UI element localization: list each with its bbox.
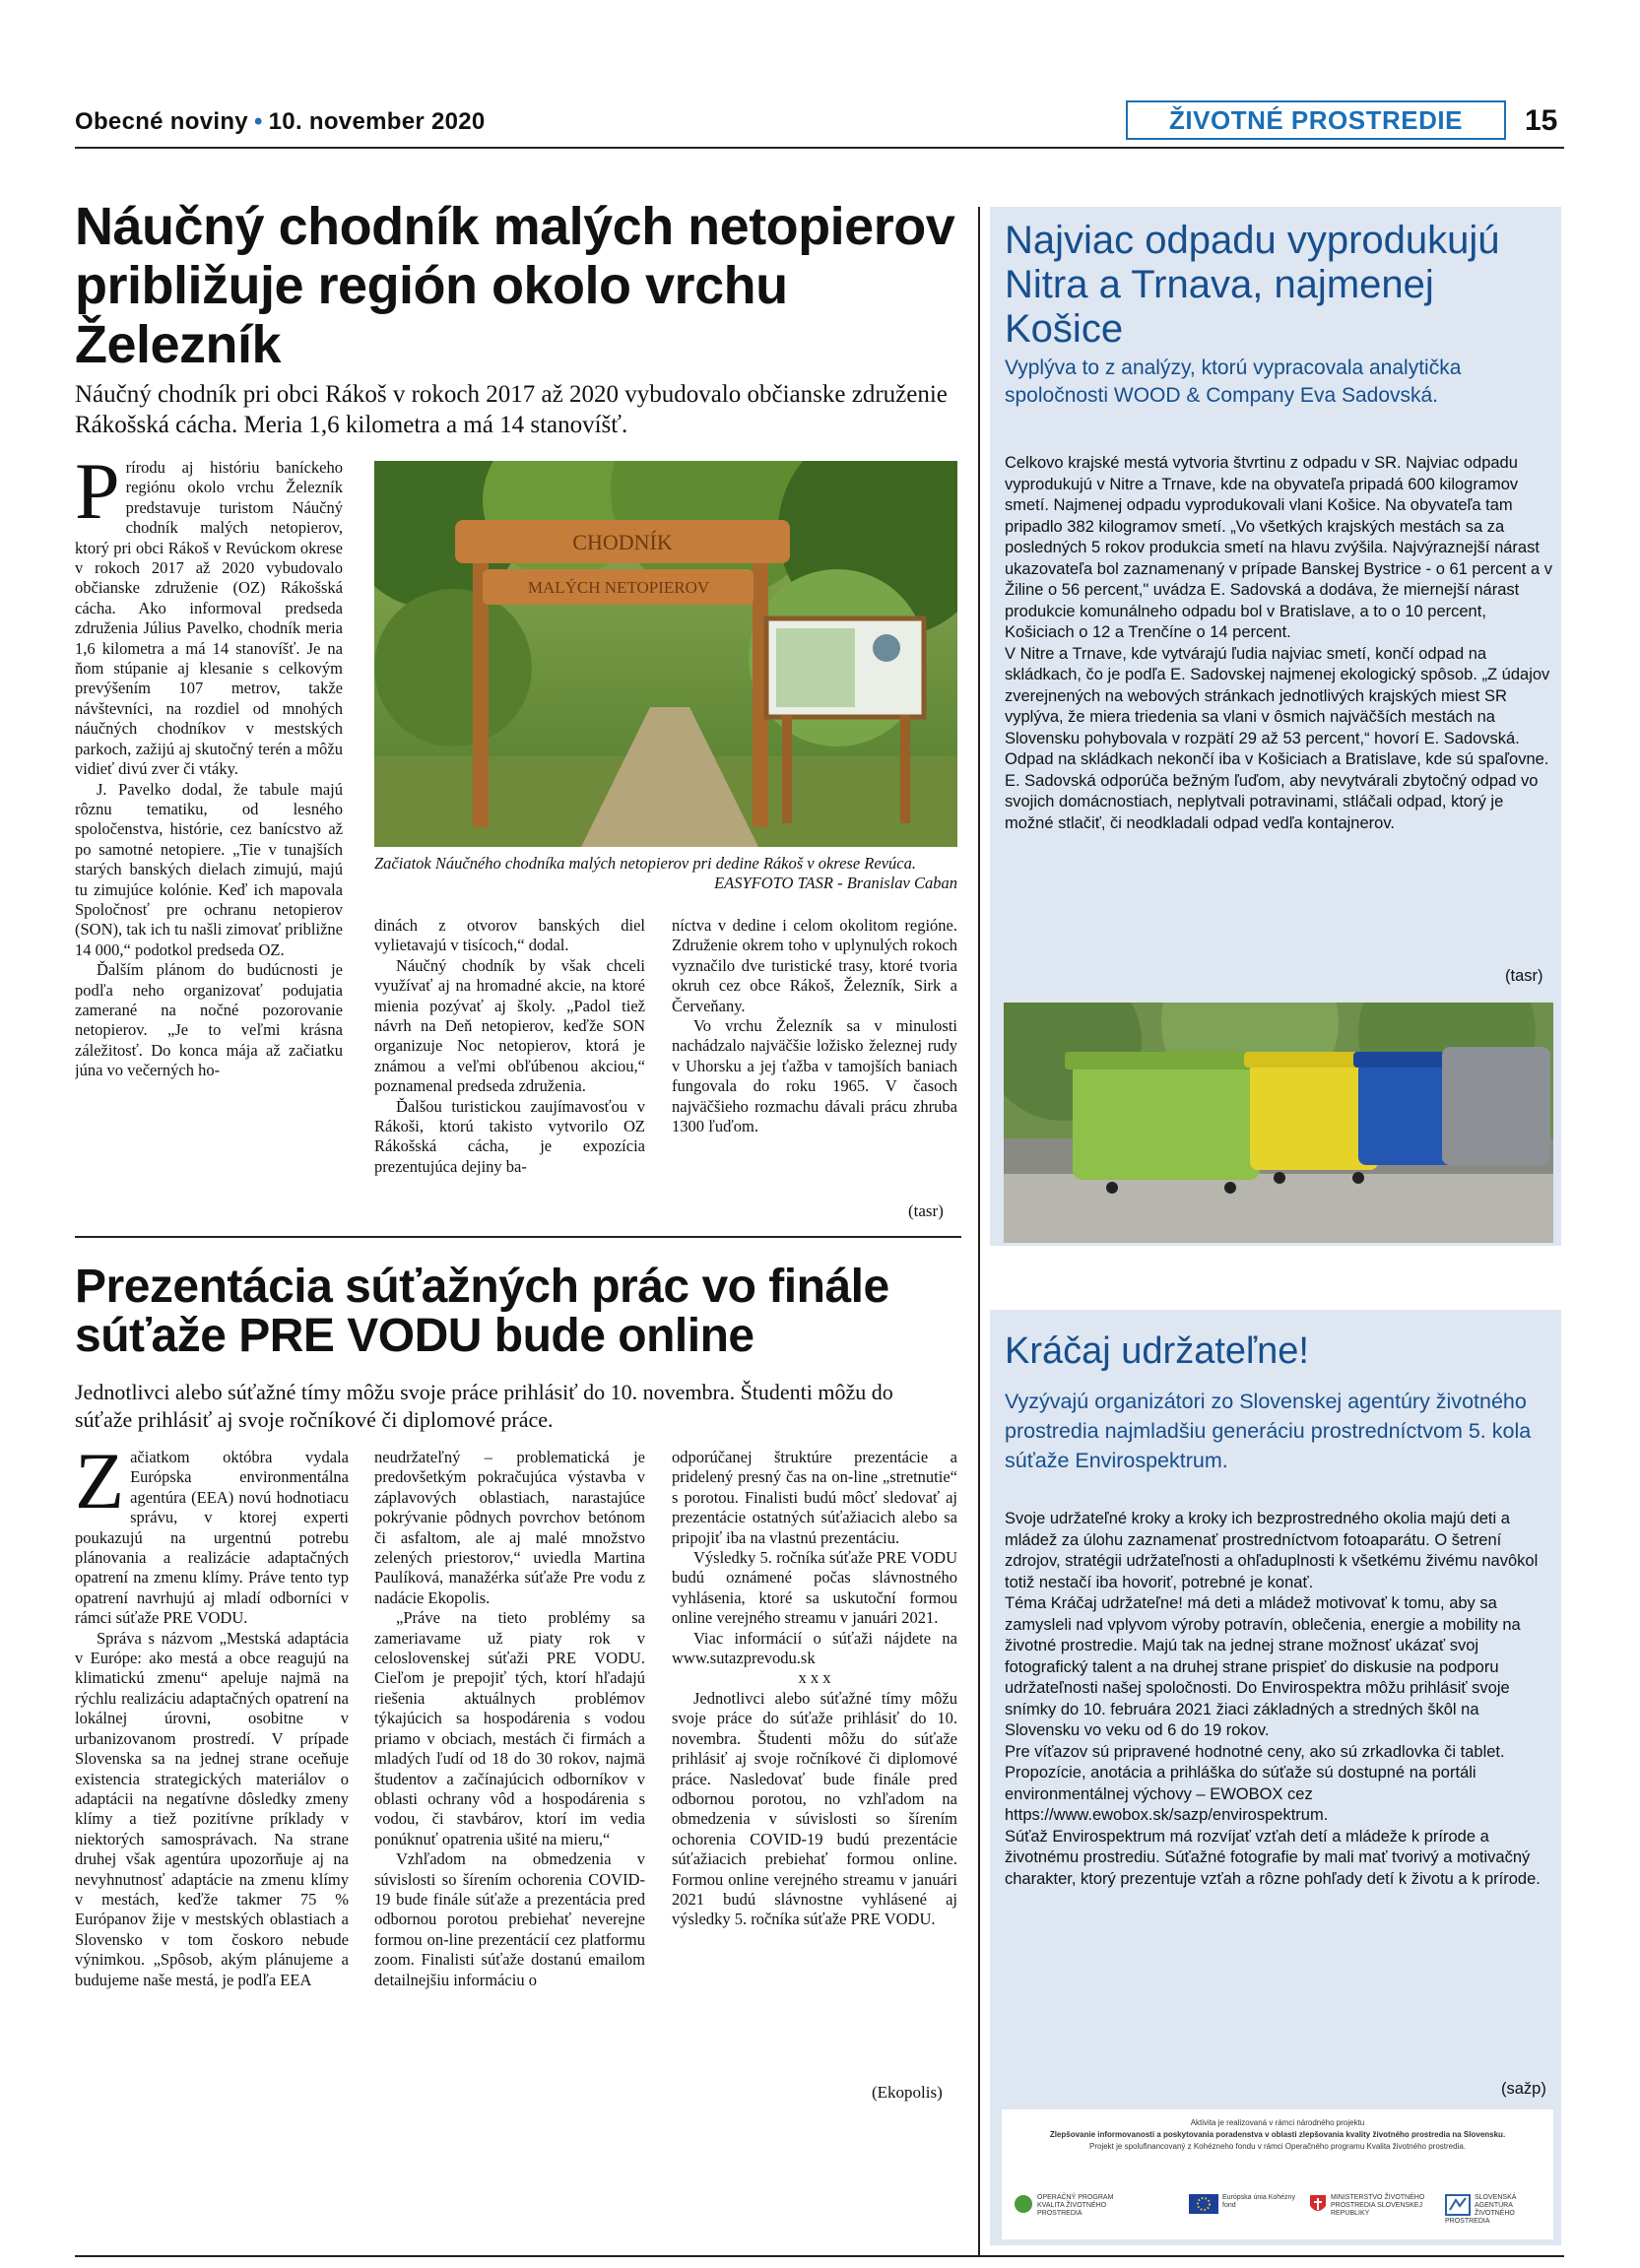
- article2-paragraph: Výsledky 5. ročníka súťaže PRE VODU budú oznámené počas slávnostného vyhlásenia, ktoré sa uskutoční formou online verejného streamu v januári 2021.: [672, 1548, 957, 1628]
- strip-line-1: Aktivita je realizovaná v rámci národného projektu: [1190, 2118, 1365, 2127]
- column-rule: [978, 207, 980, 2255]
- article1-paragraph: rírodu aj históriu baníckeho regiónu okolo vrchu Železník predstavuje turistom Náučný chodník malých netopierov, ktorý pri obci Rákoš v Revúckom okrese v rokoch 2017 až 2020 vybudovalo občianske združenie (OZ) Rákošská cácha. Ako informoval predseda združenia Július Pavelko, chodník meria 1,6 kilometra a má 14 stanovíšť. Je na ňom stúpanie aj klesanie s celkovým prevýšením 107 metrov, takže návštevníci, na rozdiel od mnohých náučných chodníkov v mestských parkoch, zažijú aj skutočný terén a môžu vidieť divú zver či vtáky.: [75, 458, 343, 779]
- issue-date: 10. november 2020: [268, 108, 486, 135]
- box2-paragraph: Svoje udržateľné kroky a kroky ich bezprostredného okolia majú deti a mládež za úlohu zaznamenať prostredníctvom fotoaparátu. O šetrení zdrojov, stratégii udržateľnosti a ohľaduplnosti k všetkému živému navôkol totiž nestačí iba hovoriť, potrebné je konať.: [1005, 1510, 1539, 1591]
- box1-paragraph: V Nitre a Trnave, kde vytvárajú ľudia najviac smetí, končí odpad na skládkach, čo je podľa E. Sadovskej najmenej ekologický spôsob. „Z údajov zverejnených na webových stránkach jednotlivých krajských miest SR vyplýva, že miera triedenia sa vlani v ôsmich najväčších mestách na Slovensku pohybovala v rozpätí 29 až 53 percent,“ hovorí E. Sadovská. Odpad na skládkach nekončí iba v Košiciach a Bratislave, kde sú spaľovne.: [1005, 644, 1550, 768]
- eu-logo: [1189, 2194, 1297, 2222]
- ministry-logo: [1309, 2194, 1427, 2222]
- article2-paragraph: Jednotlivci alebo súťažné tímy môžu svoje práce do súťaže prihlásiť do 10. novembra. Študenti môžu do súťaže prihlásiť aj svoje ročníkové či diplomové práce. Nasledovať bude finále pred odbornou porotou, no vzhľadom na obmedzenia v súvislosti so šírením ochorenia COVID-19 budú prezentácie súťažiacich prebiehať formou online. Formou online verejného streamu v januári 2021 budú slávnostne vyhlásené aj výsledky 5. ročníka súťaže PRE VODU.: [672, 1688, 957, 1929]
- op-kzp-logo: [1014, 2194, 1142, 2222]
- article2-paragraph: odporúčanej štruktúre prezentácie a pridelený presný čas na on-line „stretnutie“ s porotou. Finalisti budú môcť sledovať aj prezentácie ostatných súťažiacich alebo sa pripojiť iba na vlastnú prezentáciu.: [672, 1448, 957, 1547]
- article1-paragraph: Náučný chodník by však chceli využívať aj na hromadné akcie, na ktoré mienia pozývať aj školy. „Padol tiež návrh na Deň netopierov, keďže SON organizuje Noc netopierov, ktorá je známou a veľmi obľúbenou akciou,“ poznamenal predseda združenia.: [374, 955, 645, 1096]
- box1-paragraph: Celkovo krajské mestá vytvoria štvrtinu z odpadu v SR. Najviac odpadu vyprodukujú v Nitre a Trnave, kde na obyvateľa pripadá 600 kilogramov smetí. Najmenej odpadu vyprodukovali vlani Košice. Na obyvateľa tam pripadlo 382 kilogramov smetí. „Vo všetkých krajských mestách sa za posledných 5 rokov produkcia smetí na hlavu zvýšila. Najvýraznejší nárast ukazovateľa bol zaznamenaný v prípade Banskej Bystrice - o 61 percent a v Žiline o 56 percent," uvádza E. Sadovská a dodáva, že miernejší nárast produkcie komunálneho odpadu bol v Bratislave, a to o 10 percent, Košiciach o 12 a Trenčíne o 14 percent.: [1005, 454, 1553, 641]
- drop-cap: Z: [75, 1448, 125, 1525]
- article2-paragraph: Viac informácií o súťaži nájdete na www.sutazprevodu.sk: [672, 1628, 957, 1668]
- logo-text: Európska únia Kohézny fond: [1222, 2194, 1295, 2209]
- section-label: ŽIVOTNÉ PROSTREDIE: [1126, 100, 1506, 140]
- logo-text: MINISTERSTVO ŽIVOTNÉHO PROSTREDIA SLOVENSKEJ REPUBLIKY: [1331, 2194, 1425, 2217]
- article2-column-1: [75, 1448, 349, 2098]
- trail-photo: [374, 461, 957, 847]
- box2-signature: (sažp): [1501, 2080, 1546, 2098]
- box2-paragraph: Téma Kráčaj udržateľne! má deti a mládež motivovať k tomu, aby sa zamysleli nad vplyvom výroby potravín, oblečenia, energie a mobility na životné prostredie. Majú tak na jednej strane možnosť ukázať svoj fotografický talent a na druhej strane prispieť do diskusie na podporu udržateľnosti našej spoločnosti. Do Envirospektra môžu prihlásiť svoje snímky do 10. februára 2021 žiaci základných a stredných škôl na Slovensku vo veku od 6 do 19 rokov.: [1005, 1594, 1521, 1739]
- article2-title: Prezentácia súťažných prác vo finále súťaže PRE VODU bude online: [75, 1261, 889, 1362]
- article1-column-2: [374, 916, 645, 1216]
- box2-paragraph: Pre víťazov sú pripravené hodnotné ceny, ako sú zrkadlovka či tablet. Propozície, anotácia a prihláška do súťaže sú dostupné na portáli environmentálnej výchovy – EWOBOX cez https://www.ewobox.sk/sazp/envirospektrum.: [1005, 1742, 1505, 1824]
- article1-paragraph: níctva v dedine i celom okolitom regióne. Združenie okrem toho v uplynulých rokoch vyznačilo dve turistické trasy, ktoré tvoria okruh cez obce Rákoš, Železník, Sirk a Červeňany.: [672, 916, 957, 1015]
- article2-paragraph: Správa s názvom „Mestská adaptácia v Európe: ako mestá a obce reagujú na klimatickú zmenu“ apeluje najmä na rýchlu realizáciu adaptačných opatrení na lokálnej úrovni, osobitne v urbanizovanom prostredí. V prípade Slovenska sa na jednej strane oceňuje existencia strategických materiálov o adaptácii na negatívne dôsledky zmeny klímy a tiež pozitívne príklady v niektorých samosprávach. Na strane druhej však agentúra upozorňuje aj na nevyhnutnosť adaptácie na zmenu klímy v mestách, keďže takmer 75 % Európanov žije v mestských oblastiach a Slovensko v tom čoskoro nebude výnimkou. „Spôsob, akým plánujeme a budujeme naše mestá, je podľa EEA: [75, 1628, 349, 1989]
- article2-signature: (Ekopolis): [872, 2083, 943, 2102]
- paper-name: Obecné noviny: [75, 108, 248, 135]
- article1-title: Náučný chodník malých netopierov približuje región okolo vrchu Železník: [75, 197, 955, 374]
- logo-text: SLOVENSKÁ AGENTÚRA ŽIVOTNÉHO PROSTREDIA: [1445, 2194, 1517, 2225]
- page-header: [75, 108, 486, 136]
- page-number: 15: [1525, 104, 1558, 137]
- sign-bottom-text: MALÝCH NETOPIEROV: [527, 578, 710, 597]
- box2-paragraph: Súťaž Envirospektrum má rozvíjať vzťah detí a mládeže k prírode a životnému prostrediu. Súťažné fotografie by mali mať tvorivý a motivačný charakter, ktorý prezentuje vzťah a rôzne pohľady detí k životu a k prírode.: [1005, 1827, 1541, 1888]
- funding-logo-strip: [1002, 2109, 1553, 2239]
- sazp-logo: [1445, 2194, 1543, 2225]
- box1-title: Najviac odpadu vyprodukujú Nitra a Trnava, najmenej Košice: [1005, 219, 1500, 351]
- box1-paragraph: E. Sadovská odporúča bežným ľuďom, aby nevytvárali zbytočný odpad vo svojich domácnostiach, neplytvali potravinami, stláčali odpad, ktorý je možné stlačiť, či neodkladali odpad vedľa kontajnerov.: [1005, 771, 1539, 832]
- article2-paragraph: „Práve na tieto problémy sa zameriavame už piaty rok v celoslovenskej súťaži PRE VODU. Cieľom je prepojiť tých, ktorí hľadajú riešenia aktuálnych problémov týkajúcich sa hospodárenia s vodou priamo v obciach, mestách či firmách a mladých ľudí od 18 do 30 rokov, najmä študentov a začínajúcich odborníkov v oblasti ochrany vôd a hospodárenia s vodou, či stavbárov, ktorí im vedia ponúknuť opatrenia ušité na mieru,“: [374, 1608, 645, 1848]
- article1-paragraph: Vo vrchu Železník sa v minulosti nachádzalo najväčšie ložisko železnej rudy v Uhorsku a jej ťažba v tamojších baniach fungovala do roku 1965. V časoch najväčšieho rozmachu dávali prácu zhruba 1300 ľuďom.: [672, 1016, 957, 1136]
- strip-line-3: Projekt je spolufinancovaný z Kohézneho fondu v rámci Operačného programu Kvalita životného prostredia.: [1089, 2142, 1466, 2151]
- separator-dot: •: [253, 108, 263, 135]
- article1-lead: Náučný chodník pri obci Rákoš v rokoch 2017 až 2020 vybudovalo občianske združenie Rákošská cácha. Meria 1,6 kilometra a má 14 stanovíšť.: [75, 381, 948, 438]
- article2-paragraph: ačiatkom októbra vydala Európska environmentálna agentúra (EEA) novú hodnotiacu správu, v ktorej experti poukazujú na urgentnú potrebu plánovania a realizácie adaptačných opatrení na zmenu klímy. Práve tento typ opatrení navrhujú aj mladí odborníci v rámci súťaže PRE VODU.: [75, 1448, 349, 1628]
- article2-lead: Jednotlivci alebo súťažné tímy môžu svoje práce prihlásiť do 10. novembra. Študenti môžu do súťaže prihlásiť aj svoje ročníkové či diplomové práce.: [75, 1380, 893, 1432]
- article1-signature: (tasr): [908, 1201, 944, 1220]
- header-rule: [75, 147, 1564, 149]
- containers-photo: [1004, 1003, 1553, 1243]
- article1-paragraph: Ďalším plánom do budúcnosti je podľa neho organizovať podujatia zamerané na nočné pozorovanie netopierov. „Je to veľmi krásna záležitosť. Do konca mája až začiatku júna vo večerných ho-: [75, 960, 343, 1080]
- caption-text: Začiatok Náučného chodníka malých netopierov pri dedine Rákoš v okrese Revúca.: [374, 854, 916, 873]
- article1-column-1: [75, 458, 343, 1270]
- article1-paragraph: J. Pavelko dodal, že tabule majú rôznu tematiku, od lesného spoločenstva, histórie, cez banícstvo až po samotné netopiere. „Tie v tunajších starých banských dielach zimujú, majú tu zimujúce kolónie. Keď ich mapovala Spoločnosť pre ochranu netopierov (SON), tak ich tu našli zimovať približne 14 000,“ podotkol predseda OZ.: [75, 779, 343, 959]
- article1-paragraph: Ďalšou turistickou zaujímavosťou v Rákoši, ktorú takisto vytvorilo OZ Rákošská cácha, je expozícia prezentujúca dejiny ba-: [374, 1096, 645, 1176]
- article2-column-3: [672, 1448, 957, 2078]
- box2-lead: Vyzývajú organizátori zo Slovenskej agentúry životného prostredia najmladšiu generáciu prostredníctvom 5. kola súťaže Envirospektrum.: [1005, 1390, 1532, 1472]
- photo-credit: EASYFOTO TASR - Branislav Caban: [714, 874, 957, 892]
- article2-paragraph: Vzhľadom na obmedzenia v súvislosti so šírením ochorenia COVID-19 bude finále súťaže a prezentácia pred odbornou porotou prebiehať neverejne formou on-line prezentácií cez platformu zoom. Finalisti súťaže dostanú emailom detailnejšiu informáciu o: [374, 1849, 645, 1989]
- photo-caption: [374, 854, 957, 893]
- article1-column-3: [672, 916, 957, 1197]
- strip-line-2: Zlepšovanie informovanosti a poskytovania poradenstva v oblasti zlepšovania kvality životného prostredia na Slovensku.: [1049, 2130, 1506, 2139]
- article2-paragraph: neudržateľný – problematická je predovšetkým pokračujúca výstavba v záplavových oblastiach, narastajúce pokrývanie pôdnych povrchov betónom či asfaltom, ale aj malé množstvo zelených priestorov,“ uviedla Martina Paulíková, manažérka súťaže Pre vodu z nadácie Ekopolis.: [374, 1448, 645, 1607]
- footer-rule: [75, 2255, 1564, 2257]
- drop-cap: P: [75, 458, 120, 536]
- logo-text: OPERAČNÝ PROGRAM KVALITA ŽIVOTNÉHO PROSTREDIA: [1037, 2194, 1114, 2217]
- box1-lead: Vyplýva to z analýzy, ktorú vypracovala analytička spoločnosti WOOD & Company Eva Sadovská.: [1005, 356, 1462, 407]
- box1-body: [1005, 453, 1554, 834]
- article-divider: [75, 1236, 961, 1238]
- box1-signature: (tasr): [1505, 967, 1543, 985]
- box2-body: [1005, 1509, 1556, 1890]
- article2-column-2: [374, 1448, 645, 2098]
- section-break: x x x: [798, 1668, 831, 1688]
- box2-title: Kráčaj udržateľne!: [1005, 1330, 1309, 1372]
- sign-top-text: CHODNÍK: [572, 530, 673, 554]
- article1-paragraph: dinách z otvorov banských diel vylietavajú v tisícoch,“ dodal.: [374, 916, 645, 955]
